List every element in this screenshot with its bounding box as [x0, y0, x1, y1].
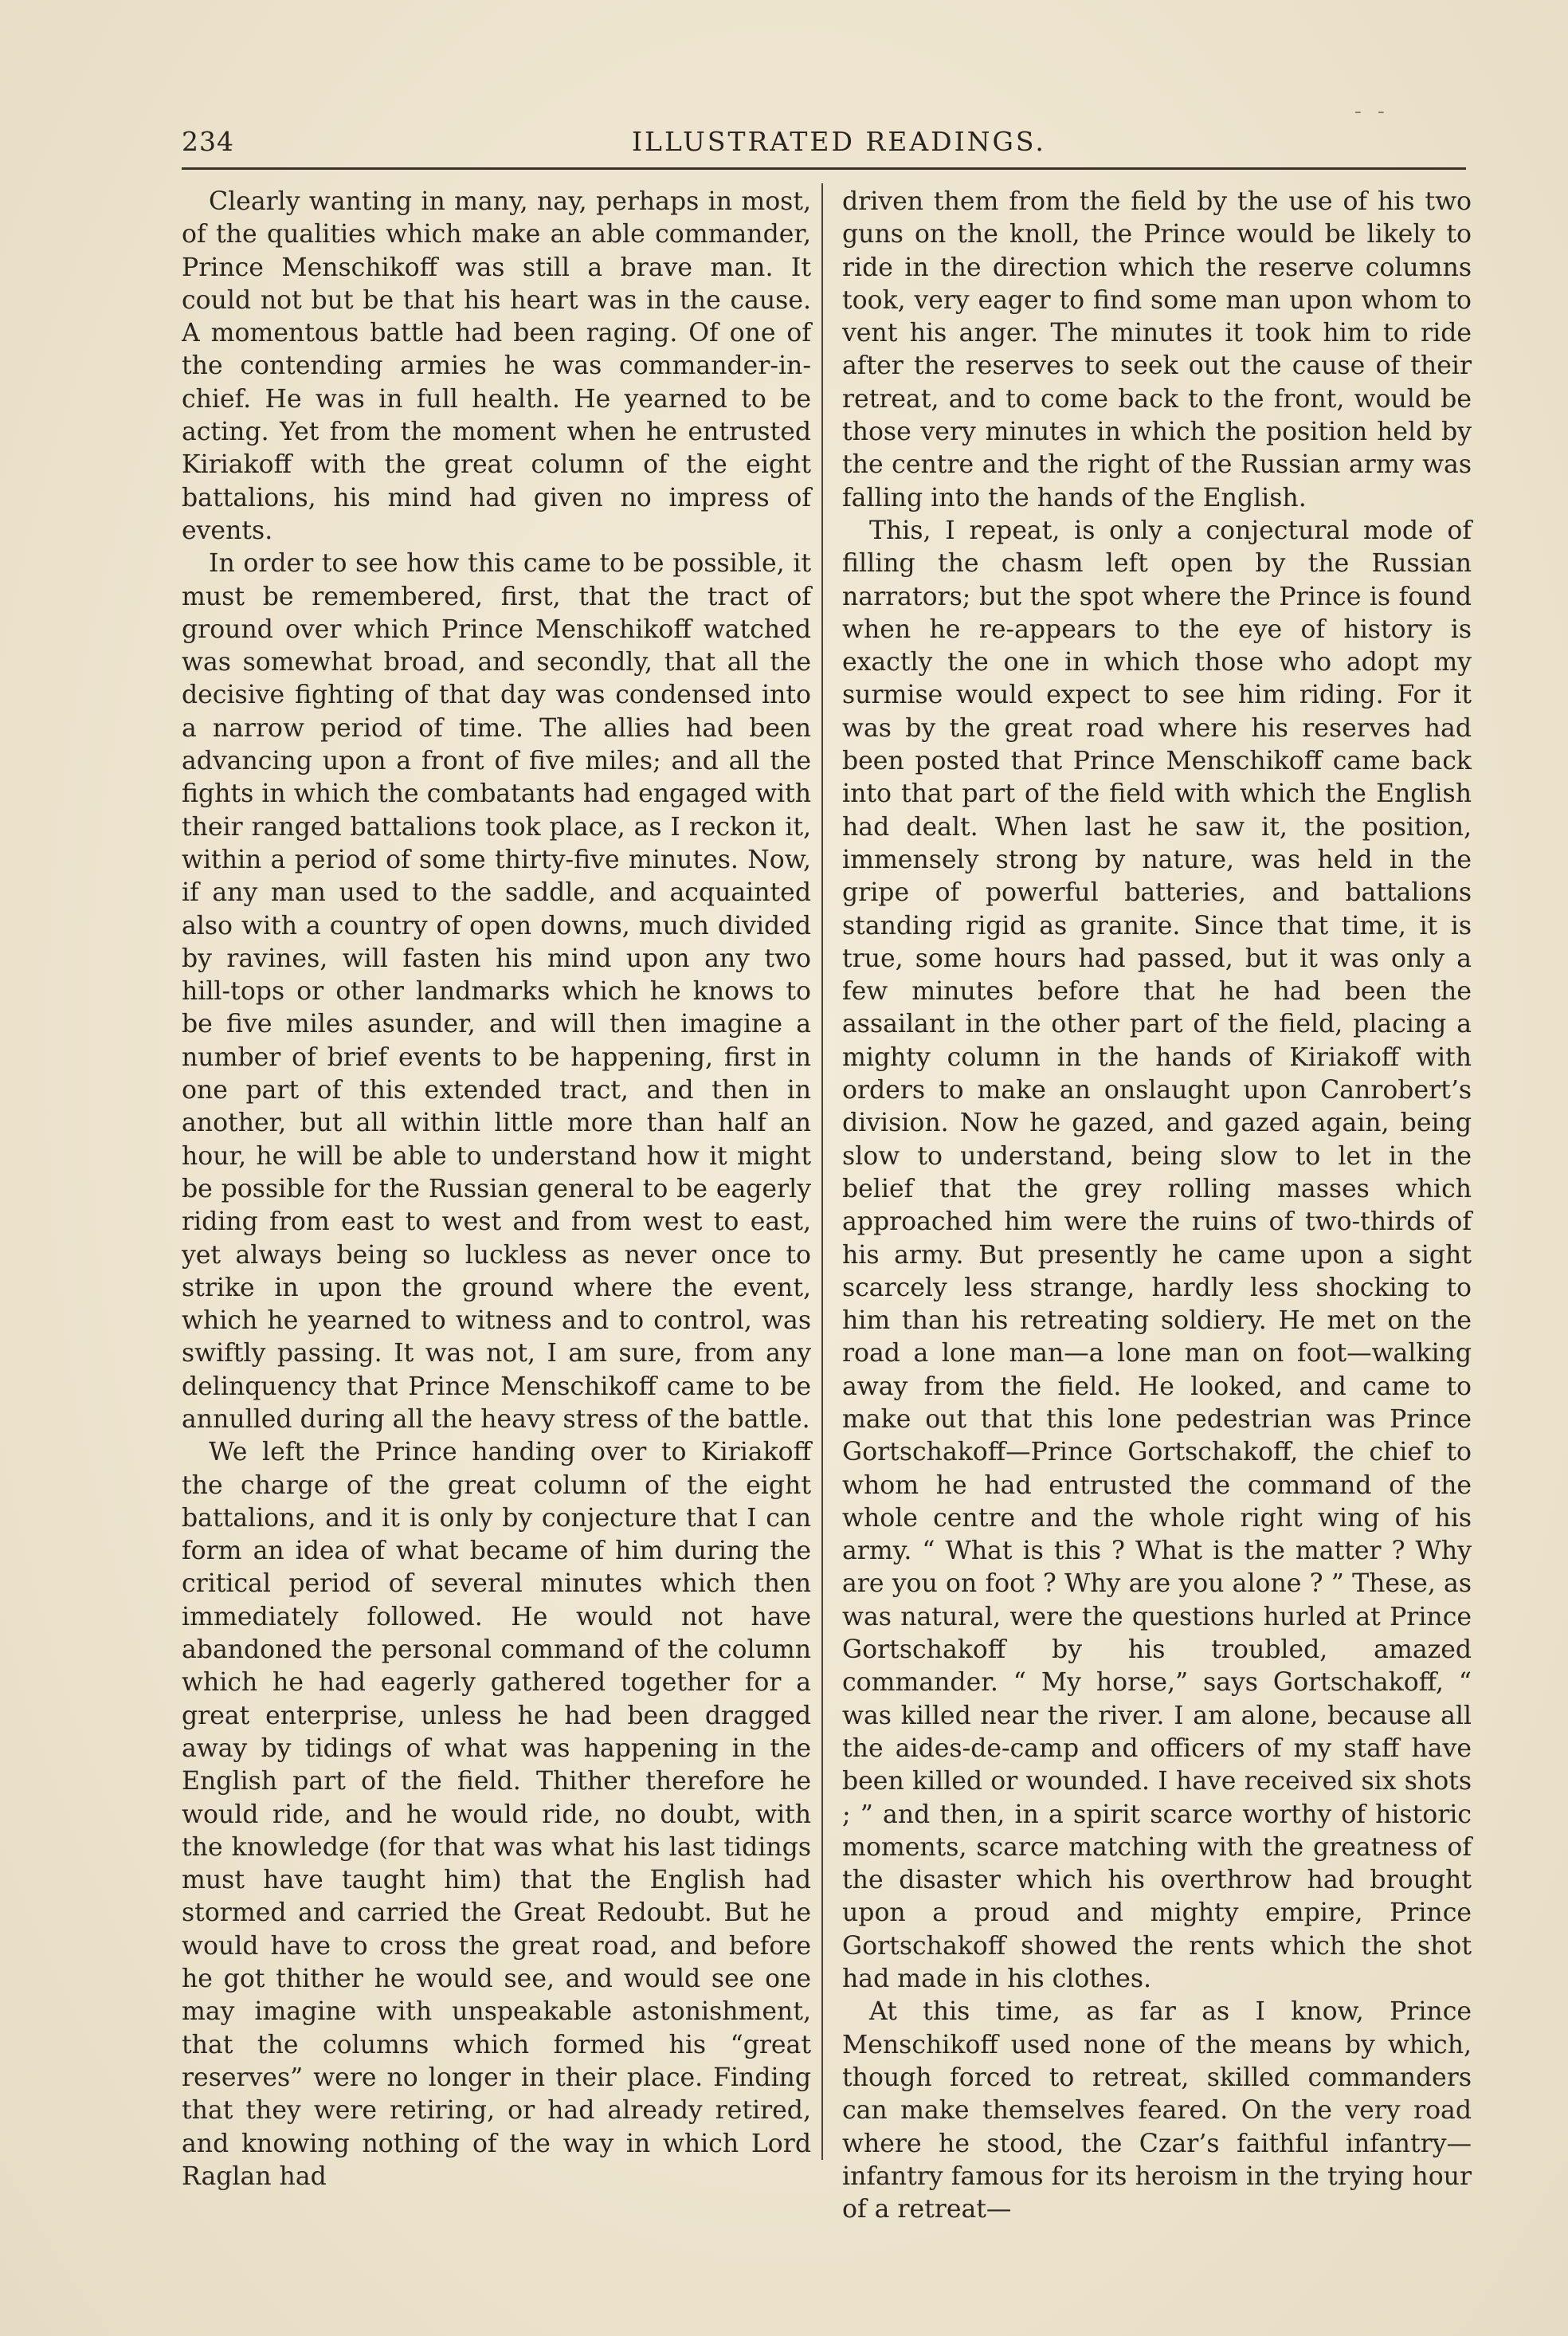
paragraph: This, I repeat, is only a conjectural mode of filling the chasm left open by the Russian narrators; but the spot where the Prince is found when he re-appears to the eye of history is exactly the one in which those who adopt my surmise would expect to see him riding. For it was by the great road where his reserves had been posted that Prince Menschikoff came back into that part of the field with which the English had dealt. When last he saw it, the position, immensely strong by nature, was held in the gripe of powerful batteries, and battalions standing rigid as granite. Since that time, it is true, some hours had passed, but it was only a few minutes before that he had been the assailant in the other part of the field, placing a mighty column in the hands of Kiriakoff with orders to make an onslaught upon Canrobert’s division. Now he gazed, and gazed again, being slow to understand, being slow to let in the belief that the grey rolling masses which approached him were the ruins of two-thirds of his army. But presently he came upon a sight scarcely less strange, hardly less shocking to him than his retreating soldiery. He met on the road a lone man—a lone man on foot—walking away from the field. He looked, and came to make out that this lone pedestrian was Prince Gortschakoff—Prince Gortschakoff, the chief to whom he had entrusted the command of the whole centre and the whole right wing of his army. “ What is this ? What is the matter ? Why are you on foot ? Why are you alone ? ” These, as was natural, were the questions hurled at Prince Gortschakoff by his troubled, amazed commander. “ My horse,” says Gortschakoff, “ was killed near the river. I am alone, because all the aides-de-camp and officers of my staff have been killed or wounded. I have received six shots ; ” and then, in a spirit scarce worthy of historic moments, scarce matching with the greatness of the disaster which his overthrow had brought upon a proud and mighty empire, Prince Gortschakoff showed the rents which the shot had made in his clothes.: [842, 516, 1472, 1994]
page-header: [182, 120, 1466, 167]
column-divider: [821, 183, 823, 2160]
paragraph: We left the Prince handing over to Kiriakoff the charge of the great column of the eight battalions, and it is only by conjecture that I can form an idea of what became of him during the critical period of several minutes which then immediately followed. He would not have abandoned the personal command of the column which he had eagerly gathered together for a great enterprise, unless he had been dragged away by tidings of what was happening in the English part of the field. Thither therefore he would ride, and he would ride, no doubt, with the knowledge (for that was what his last tidings must have taught him) that the English had stormed and carried the Great Redoubt. But he would have to cross the great road, and before he got thither he would see, and would see one may imagine with unspeakable astonishment, that the columns which formed his “great reserves” were no longer in their place. Finding that they were retiring, or had already retired, and knowing nothing of the way in which Lord Raglan had: [182, 1438, 811, 2191]
paragraph: Clearly wanting in many, nay, perhaps in most, of the qualities which make an able commander, Prince Menschikoff was still a brave man. It could not but be that his heart was in the cause. A momentous battle had been raging. Of one of the contending armies he was commander-in-chief. He was in full health. He yearned to be acting. Yet from the moment when he entrusted Kiriakoff with the great column of the eight battalions, his mind had given no impress of events.: [182, 187, 811, 545]
page-number: 234: [182, 126, 234, 157]
running-head: ILLUSTRATED READINGS.: [632, 126, 1046, 157]
paragraph: At this time, as far as I know, Prince Menschikoff used none of the means by which, though forced to retreat, skilled commanders can make themselves feared. On the very road where he stood, the Czar’s faithful infantry—infantry famous for its heroism in the trying hour of a retreat—: [842, 1997, 1472, 2224]
paragraph: In order to see how this came to be possible, it must be remembered, first, that the tract of ground over which Prince Menschikoff watched was somewhat broad, and secondly, that all the decisive fighting of that day was condensed into a narrow period of time. The allies had been advancing upon a front of five miles; and all the fights in which the combatants had engaged with their ranged battalions took place, as I reckon it, within a period of some thirty-five minutes. Now, if any man used to the saddle, and acquainted also with a country of open downs, much divided by ravines, will fasten his mind upon any two hill-tops or other landmarks which he knows to be five miles asunder, and will then imagine a number of brief events to be happening, first in one part of this extended tract, and then in another, but all within little more than half an hour, he will be able to understand how it might be possible for the Russian general to be eagerly riding from east to west and from west to east, yet always being so luckless as never once to strike in upon the ground where the event, which he yearned to witness and to control, was swiftly passing. It was not, I am sure, from any delinquency that Prince Menschikoff came to be annulled during all the heavy stress of the battle.: [182, 549, 811, 1434]
left-column: [182, 186, 811, 2193]
header-rule: [182, 167, 1466, 170]
corner-mark: - -: [1354, 100, 1390, 124]
paragraph-continued: driven them from the field by the use of his two guns on the knoll, the Prince would be likely to ride in the direction which the reserve columns took, very eager to find some man upon whom to vent his anger. The minutes it took him to ride after the reserves to seek out the cause of their retreat, and to come back to the front, would be those very minutes in which the position held by the centre and the right of the Russian army was falling into the hands of the English.: [842, 187, 1472, 512]
right-column: [842, 186, 1472, 2226]
